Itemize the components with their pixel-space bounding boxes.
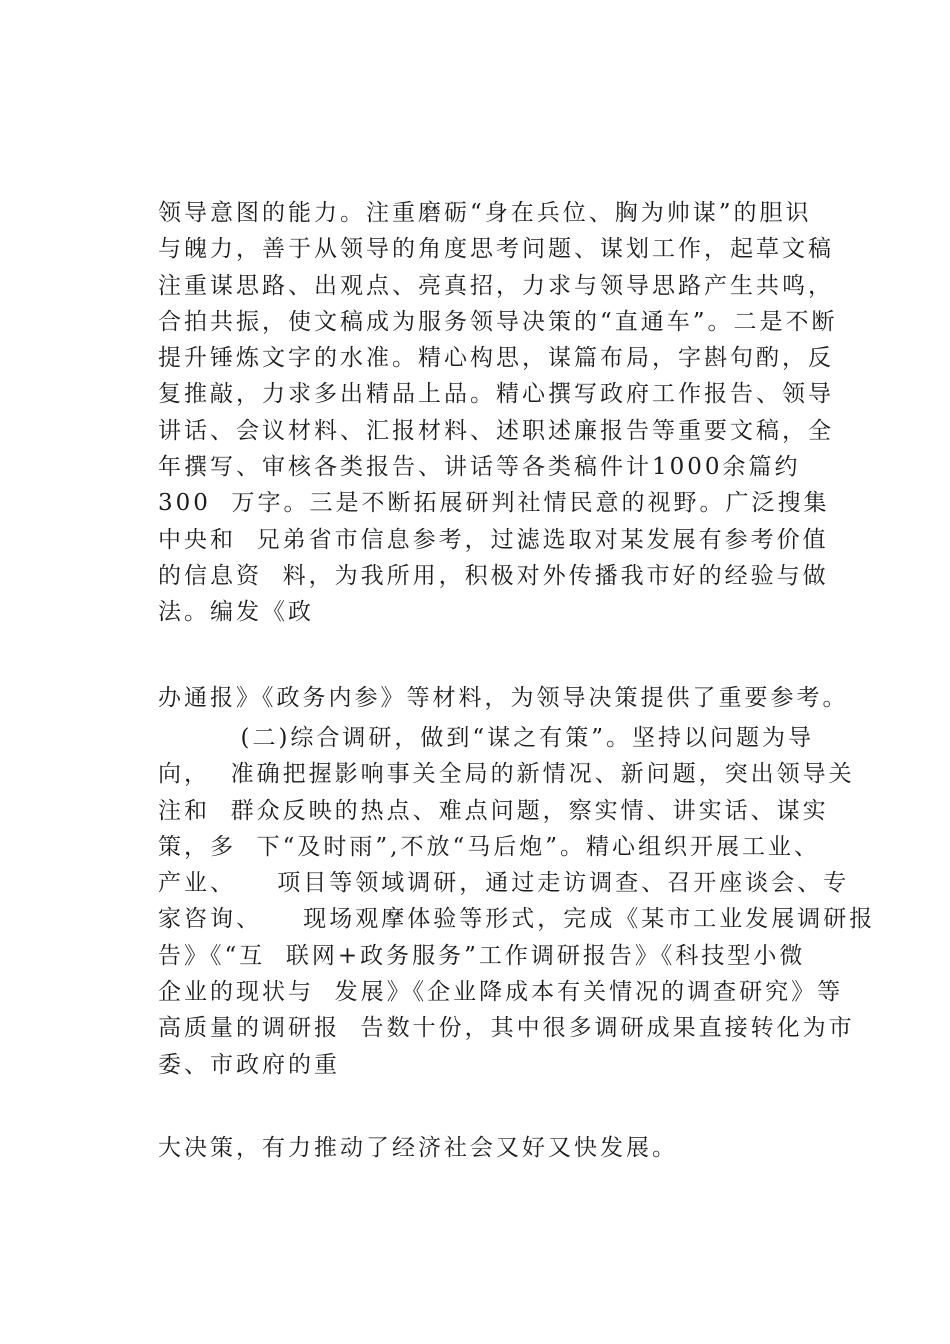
text-line: 复推敲，力求多出精品上品。精心撰写政府工作报告、领导 [158,381,834,408]
text-line: 向， 准确把握影响事关全局的新情况、新问题，突出领导关 [158,761,855,788]
text-line: 大决策，有力推动了经济社会又好又快发展。 [158,1135,678,1161]
text-line: 注重谋思路、出观点、亮真招，力求与领导思路产生共鸣， [158,272,834,299]
paragraph-2 [158,680,849,716]
text-line: 高质量的调研报 告数十份，其中很多调研成果直接转化为市 [158,1015,855,1042]
text-line: 领导意图的能力。注重磨砺“身在兵位、胸为帅谋”的胆识 [158,200,812,226]
text-line: 产业、 项目等领域调研，通过走访调查、召开座谈会、专 [158,870,850,897]
text-line: 的信息资 料，为我所用，积极对外传播我市好的经验与做 [158,562,829,589]
text-line: 中央和 兄弟省市信息参考，过滤选取对某发展有参考价值 [158,526,829,553]
text-line: 与魄力，善于从领导的角度思考问题、谋划工作，起草文稿 [158,236,834,263]
text-line: 策，多 下“及时雨”,不放“马后炮”。精心组织开展工业、 [158,833,820,860]
paragraph-3 [158,720,875,1083]
text-line: 合拍共振，使文稿成为服务领导决策的“直通车”。二是不断 [158,308,838,335]
text-line: 讲话、会议材料、汇报材料、述职述廉报告等重要文稿，全 [158,417,834,444]
text-line: 年撰写、审核各类报告、讲话等各类稿件计1000余篇约 [158,454,801,481]
text-line: 告》《“互 联网+政务服务”工作调研报告》《科技型小微 [158,942,806,969]
text-line: 家咨询、 现场观摩体验等形式，完成《某市工业发展调研报 [158,906,876,933]
text-line: 法。编发《政 [158,599,314,626]
text-line: 300 万字。三是不断拓展研判社情民意的视野。广泛搜集 [158,490,830,517]
text-line: 注和 群众反映的热点、难点问题，察实情、讲实话、谋实 [158,797,829,824]
text-line: 企业的现状与 发展》《企业降成本有关情况的调查研究》等 [158,979,844,1006]
paragraph-4 [158,1130,678,1166]
text-line: 委、市政府的重 [158,1051,340,1078]
text-line: 办通报》《政务内参》等材料，为领导决策提供了重要参考。 [158,685,849,711]
text-line: (二)综合调研，做到“谋之有策”。坚持以问题为导 [158,725,814,751]
text-line: 提升锤炼文字的水准。精心构思，谋篇布局，字斟句酌，反 [158,345,834,372]
paragraph-1 [158,195,838,631]
